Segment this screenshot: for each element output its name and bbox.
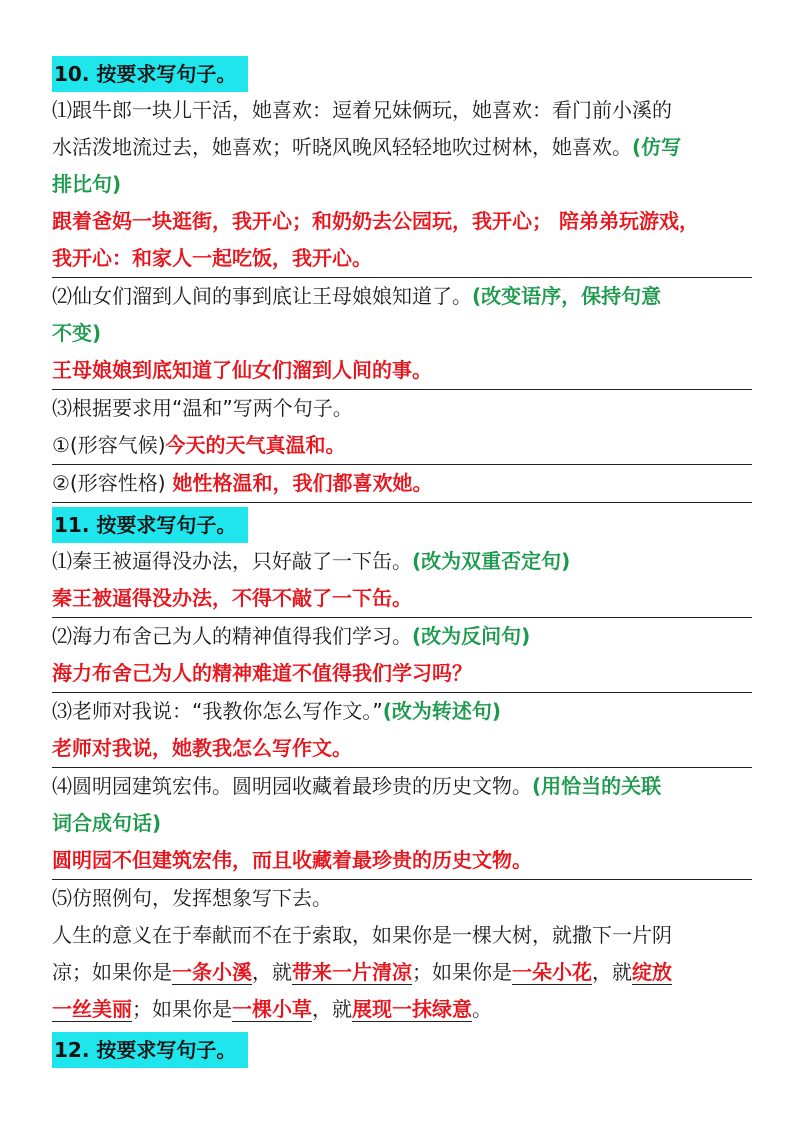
- s10-q3-2-line: [52, 465, 752, 503]
- s10-q1-line1: ⑴跟牛郎一块儿干活，她喜欢：逗着兄妹俩玩，她喜欢：看门前小溪的: [52, 98, 672, 122]
- s10-q3: ⑶根据要求用“温和”写两个句子。: [52, 396, 353, 420]
- s11-q5-l3b: ，就: [312, 997, 352, 1021]
- s10-q3-2-prompt: ②(形容性格): [52, 471, 166, 495]
- s11-q5-line2: [52, 954, 752, 991]
- s11-q5-blank6: 一棵小草: [232, 997, 312, 1021]
- s11-q1-text: ⑴秦王被逼得没办法，只好敲了一下缶。: [52, 549, 412, 573]
- s11-q1-requirement: (改为双重否定句): [412, 549, 571, 573]
- s11-q5-l2d: ，就: [592, 960, 632, 984]
- s11-q5-l3a: ；如果你是: [132, 997, 232, 1021]
- section-11-header: 11. 按要求写句子。: [52, 507, 248, 543]
- s10-q2-line1: [52, 278, 752, 315]
- s11-q2-requirement: (改为反问句): [412, 624, 531, 648]
- s10-q1-answer-line1: 跟着爸妈一块逛街，我开心；和奶奶去公园玩，我开心； 陪弟弟玩游戏，: [52, 209, 699, 233]
- s11-q5-blank5: 一丝美丽: [52, 997, 132, 1021]
- s11-q2-line: [52, 618, 752, 655]
- s10-q2-text: ⑵仙女们溜到人间的事到底让王母娘娘知道了。: [52, 284, 472, 308]
- s11-q2-answer: 海力布舍己为人的精神难道不值得我们学习吗？: [52, 655, 752, 693]
- s11-q4-requirement-b: 词合成句话): [52, 811, 162, 835]
- s11-q5-l2a: 凉；如果你是: [52, 960, 172, 984]
- s10-q3-1-answer: 今天的天气真温和。: [165, 433, 346, 457]
- s11-q4-requirement-a: (用恰当的关联: [532, 774, 662, 798]
- worksheet-page: [52, 56, 752, 1068]
- s10-q1-requirement-b: 排比句): [52, 172, 122, 196]
- section-10-header: 10. 按要求写句子。: [52, 56, 248, 92]
- s11-q1-answer: 秦王被逼得没办法，不得不敲了一下缶。: [52, 580, 752, 618]
- s10-q2-requirement-a: (改变语序，保持句意: [472, 284, 662, 308]
- s11-q4-answer: 圆明园不但建筑宏伟，而且收藏着最珍贵的历史文物。: [52, 842, 752, 880]
- s11-q3-text: ⑶老师对我说：“我教你怎么写作文。”: [52, 699, 383, 723]
- s11-q5-l2c: ；如果你是: [412, 960, 512, 984]
- s10-q3-2-answer: 她性格温和，我们都喜欢她。: [165, 471, 433, 495]
- s10-q3-1-prompt: ①(形容气候): [52, 433, 166, 457]
- s11-q3-line: [52, 693, 752, 730]
- s11-q1-line: [52, 543, 752, 580]
- s11-q5: ⑸仿照例句，发挥想象写下去。: [52, 886, 332, 910]
- s11-q4-text: ⑷圆明园建筑宏伟。圆明园收藏着最珍贵的历史文物。: [52, 774, 532, 798]
- s11-q4-line1: [52, 768, 752, 805]
- s11-q5-line1: 人生的意义在于奉献而不在于索取，如果你是一棵大树，就撒下一片阴: [52, 923, 672, 947]
- s10-q1-text: 水活泼地流过去，她喜欢；听晓风晚风轻轻地吹过树林，她喜欢。: [52, 135, 632, 159]
- s10-q1-requirement-a: (仿写: [632, 135, 682, 159]
- s11-q5-blank4: 绽放: [632, 960, 672, 984]
- s11-q5-blank3: 一朵小花: [512, 960, 592, 984]
- s11-q3-requirement: (改为转述句): [382, 699, 502, 723]
- s11-q3-answer: 老师对我说，她教我怎么写作文。: [52, 730, 752, 768]
- s11-q5-line3: [52, 991, 752, 1028]
- s11-q5-l2b: ，就: [252, 960, 292, 984]
- s11-q5-blank7: 展现一抹绿意: [352, 997, 472, 1021]
- s10-q2-answer: 王母娘娘到底知道了仙女们溜到人间的事。: [52, 352, 752, 390]
- s10-q3-1-line: [52, 427, 752, 465]
- s10-q1-line2: [52, 129, 752, 166]
- section-12-header: 12. 按要求写句子。: [52, 1032, 248, 1068]
- s10-q1-answer-line2: 我开心：和家人一起吃饭，我开心。: [52, 240, 752, 278]
- s11-q2-text: ⑵海力布舍己为人的精神值得我们学习。: [52, 624, 412, 648]
- s11-q5-blank1: 一条小溪: [172, 960, 252, 984]
- s10-q2-requirement-b: 不变): [52, 321, 102, 345]
- s11-q5-l3c: 。: [472, 997, 492, 1021]
- s11-q5-blank2: 带来一片清凉: [292, 960, 412, 984]
